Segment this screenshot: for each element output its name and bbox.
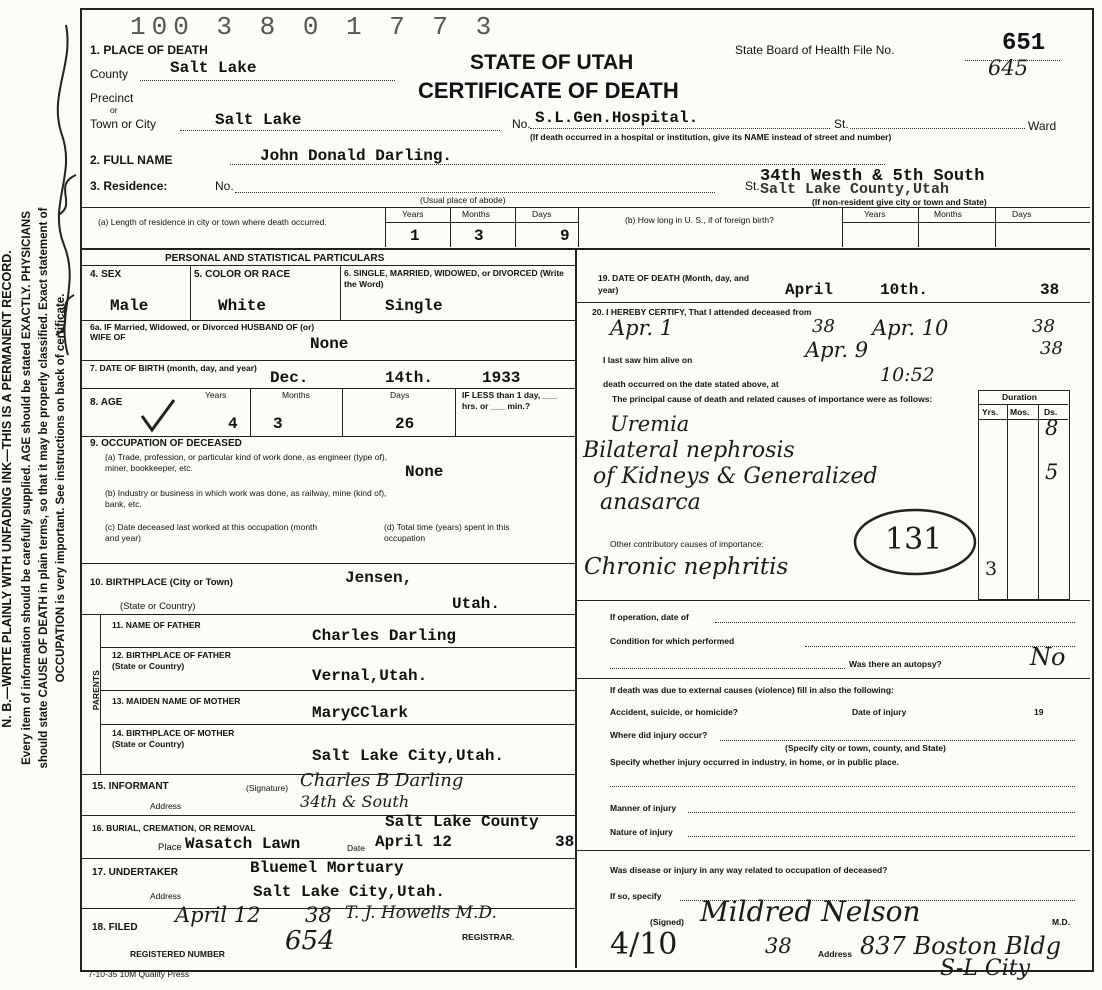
occurred-label: death occurred on the date stated above, at	[603, 379, 779, 389]
burial-date: April 12	[375, 833, 452, 851]
residence-days: 9	[560, 227, 570, 245]
st-label: St.	[834, 117, 849, 131]
autopsy-label: Was there an autopsy?	[849, 659, 942, 669]
hospital-note: (If death occurred in a hospital or institution, give its NAME instead of street and number)	[530, 132, 892, 142]
color-value: White	[218, 297, 267, 315]
mother-birthplace-label: 14. BIRTHPLACE OF MOTHER (State or Country)	[112, 728, 235, 749]
injury-year-prefix: 19	[1034, 707, 1044, 717]
age-months: 3	[273, 415, 283, 433]
occupation-c: (c) Date deceased last worked at this occupation (month and year)	[105, 522, 318, 543]
us-residence-label: (b) How long in U. S., if of foreign birth?	[625, 215, 774, 225]
birthplace-label: 10. BIRTHPLACE (City or Town)	[90, 577, 233, 588]
age-checkmark	[138, 396, 178, 436]
dod-year: 38	[1040, 281, 1060, 299]
residence-st-label: St.	[745, 179, 760, 193]
sex-value: Male	[110, 297, 149, 315]
undertaker-label: 17. UNDERTAKER	[92, 867, 178, 878]
us-months-label: Months	[934, 209, 962, 219]
injury-date-label: Date of injury	[852, 707, 907, 717]
parents-label: PARENTS	[90, 670, 101, 711]
mother-label: 13. MAIDEN NAME OF MOTHER	[112, 696, 241, 706]
other-causes-label: Other contributory causes of importance:	[610, 539, 764, 549]
dod-label: 19. DATE OF DEATH (Month, day, and year)	[598, 273, 750, 295]
birthplace-city: Jensen,	[345, 569, 413, 587]
residence-value: 34th Westh & 5th South	[760, 167, 985, 186]
nonresident-note: (If non-resident give city or town and State)	[812, 197, 987, 207]
certify-label: 20. I HEREBY CERTIFY, That I attended deceased from	[592, 307, 812, 317]
length-residence-label: (a) Length of residence in city or town where death occurred.	[98, 217, 327, 227]
full-name-label: 2. FULL NAME	[90, 153, 173, 167]
informant-label: 15. INFORMANT	[92, 781, 169, 792]
other-cause-duration: 3	[985, 558, 998, 580]
mother-birthplace-value: Salt Lake City,Utah.	[312, 747, 505, 765]
dob-label: 7. DATE OF BIRTH (month, day, and year)	[90, 363, 257, 373]
father-value: Charles Darling	[312, 627, 457, 645]
operation-label: If operation, date of	[610, 612, 689, 622]
father-birthplace-label: 12. BIRTHPLACE OF FATHER (State or Country)	[112, 650, 231, 671]
spouse-label: 6a. IF Married, Widowed, or Divorced HUSBAND OF (or) WIFE OF	[90, 322, 315, 342]
file-no: 651	[1002, 30, 1046, 57]
or-label: or	[110, 105, 118, 115]
attended-from-year: 38	[812, 316, 835, 337]
dod-month: April	[785, 281, 834, 299]
residence-value-2: Salt Lake County,Utah	[760, 181, 950, 198]
father-birthplace-value: Vernal,Utah.	[312, 667, 428, 685]
cause-1: Uremia	[610, 412, 690, 436]
filed-date: April 12	[175, 903, 261, 927]
specify-place-label: Specify whether injury occurred in industry, in home, or in public place.	[610, 757, 899, 767]
undertaker-address-label: Address	[150, 891, 182, 901]
filed-year: 38	[305, 903, 332, 927]
precinct-label: Precinct	[90, 91, 134, 105]
place-of-death-heading: 1. PLACE OF DEATH	[90, 43, 208, 57]
certificate-title: CERTIFICATE OF DEATH	[418, 78, 679, 103]
cause-3-duration: 5	[1045, 460, 1059, 484]
last-saw-date: Apr. 9	[805, 338, 869, 362]
attended-to: Apr. 10	[872, 316, 949, 340]
registered-number-label: REGISTERED NUMBER	[130, 949, 225, 959]
last-saw-label: I last saw him alive on	[603, 355, 693, 365]
months-label: Months	[462, 209, 490, 219]
manner-label: Manner of injury	[610, 803, 677, 813]
occupation-value: None	[405, 463, 444, 481]
other-cause: Chronic nephritis	[584, 554, 789, 580]
filed-label: 18. FILED	[92, 922, 138, 933]
dob-year: 1933	[482, 369, 521, 387]
sex-label: 4. SEX	[90, 269, 122, 280]
registrar-label: REGISTRAR.	[462, 932, 515, 942]
sign-address: 837 Boston Bldg	[860, 932, 1062, 960]
file-no-2: 645	[988, 56, 1029, 80]
registered-number: 654	[285, 926, 335, 956]
sign-year: 38	[765, 934, 792, 958]
sign-address-2: S-L City	[940, 956, 1031, 981]
cause-code: 131	[885, 522, 943, 557]
cause-1-duration: 8	[1045, 416, 1059, 440]
burial-value: Salt Lake County	[385, 813, 539, 831]
us-days-label: Days	[1012, 209, 1032, 219]
cause-3: of Kidneys & Generalized	[593, 464, 878, 489]
burial-place-label: Place	[158, 842, 182, 853]
duration-ds-label: Ds.	[1044, 407, 1058, 417]
death-time: 10:52	[880, 364, 935, 386]
us-years-label: Years	[864, 209, 886, 219]
marital-value: Single	[385, 297, 443, 315]
md-label: M.D.	[1052, 917, 1070, 927]
state-title: STATE OF UTAH	[470, 51, 634, 74]
cause-4: anasarca	[600, 490, 701, 515]
county-value: Salt Lake	[170, 59, 257, 77]
burial-date-label: Date	[347, 843, 365, 853]
signed-label: (Signed)	[650, 917, 684, 927]
serial-number: 100 3 8 0 1 7 7 3	[130, 12, 498, 42]
dob-day: 14th.	[385, 369, 434, 387]
registrar-signature: T. J. Howells M.D.	[345, 903, 497, 923]
dob-month: Dec.	[270, 369, 309, 387]
duration-label: Duration	[1002, 392, 1037, 402]
age-label: 8. AGE	[90, 397, 123, 408]
accident-label: Accident, suicide, or homicide?	[610, 707, 738, 717]
attended-from: Apr. 1	[610, 316, 674, 340]
town-value: Salt Lake	[215, 111, 302, 129]
sign-date: 4/10	[610, 927, 678, 962]
side-note-line1: N. B.—WRITE PLAINLY WITH UNFADING INK—THIS IS A PERMANENT RECORD.	[0, 250, 14, 728]
informant-signature-label: (Signature)	[246, 783, 289, 793]
form-footer: 7-10-35 10M Quality Press	[88, 969, 190, 979]
age-days: 26	[395, 415, 415, 433]
age-days-label: Days	[390, 390, 410, 400]
cause-2: Bilateral nephrosis	[583, 438, 795, 463]
side-note-line4: OCCUPATION is very important. See instructions on back of certificate.	[55, 293, 67, 683]
informant-address-label: Address	[150, 801, 182, 811]
age-years: 4	[228, 415, 238, 433]
county-label: County	[90, 67, 129, 81]
hospital-value: S.L.Gen.Hospital.	[535, 109, 699, 127]
condition-label: Condition for which performed	[610, 636, 735, 646]
duration-mos-label: Mos.	[1010, 407, 1030, 417]
sign-address-label: Address	[818, 949, 853, 959]
residence-no-label: No.	[215, 179, 234, 193]
days-label: Days	[532, 209, 552, 219]
nature-label: Nature of injury	[610, 827, 673, 837]
occupation-label: 9. OCCUPATION OF DECEASED	[90, 438, 242, 449]
birthplace-state: Utah.	[452, 595, 501, 613]
occupation-d: (d) Total time (years) spent in this occupation	[384, 522, 510, 543]
residence-months: 3	[474, 227, 484, 245]
file-no-label: State Board of Health File No.	[735, 43, 895, 57]
marital-label: 6. SINGLE, MARRIED, WIDOWED, or DIVORCED (Write the Word)	[344, 268, 564, 289]
father-label: 11. NAME OF FATHER	[112, 620, 201, 630]
if-so-label: If so, specify	[610, 891, 662, 901]
residence-years: 1	[410, 227, 420, 245]
side-note-line2: Every item of information should be carefully supplied. AGE should be stated EXACTLY. PHYSICIANS	[21, 211, 33, 765]
burial-place: Wasatch Lawn	[185, 835, 301, 853]
spouse-value: None	[310, 335, 349, 353]
where-label: Where did injury occur?	[610, 730, 708, 740]
full-name-value: John Donald Darling.	[260, 147, 453, 165]
occupation-related-label: Was disease or injury in any way related to occupation of deceased?	[610, 865, 888, 875]
birthplace-state-label: (State or Country)	[120, 601, 196, 612]
last-saw-year: 38	[1040, 338, 1063, 359]
occupation-a: (a) Trade, profession, or particular kind of work done, as engineer (type of), miner, bookkeeper, etc.	[105, 452, 388, 473]
duration-yrs-label: Yrs.	[982, 407, 999, 417]
attended-to-year: 38	[1032, 316, 1055, 337]
color-label: 5. COLOR OR RACE	[194, 269, 291, 280]
less-than-day-label: IF LESS than 1 day, ___ hrs. or ___ min.?	[462, 390, 557, 411]
no-label: No.	[512, 117, 531, 131]
residence-label: 3. Residence:	[90, 179, 168, 193]
physician-signature: Mildred Nelson	[700, 895, 921, 928]
autopsy-value: No	[1030, 643, 1066, 671]
side-note-line3: should state CAUSE OF DEATH in plain terms, so that it may be properly classified. Exact statement of	[38, 207, 50, 769]
cause-label: The principal cause of death and related causes of importance were as follows:	[612, 394, 933, 404]
external-label: If death was due to external causes (violence) fill in also the following:	[610, 685, 894, 695]
dod-day: 10th.	[880, 281, 929, 299]
informant-address: 34th & South	[300, 792, 410, 811]
ward-label: Ward	[1028, 119, 1057, 133]
specify-label: (Specify city or town, county, and State)	[785, 743, 946, 753]
informant-signature: Charles B Darling	[300, 770, 464, 791]
mother-value: MaryCClark	[312, 704, 409, 722]
occupation-b: (b) Industry or business in which work was done, as railway, mine (kind of), bank, etc.	[105, 488, 387, 509]
undertaker-address: Salt Lake City,Utah.	[253, 883, 446, 901]
years-label: Years	[402, 209, 424, 219]
burial-label: 16. BURIAL, CREMATION, OR REMOVAL	[92, 823, 256, 833]
town-label: Town or City	[90, 117, 157, 131]
age-years-label: Years	[205, 390, 227, 400]
usual-abode-note: (Usual place of abode)	[420, 195, 506, 205]
age-months-label: Months	[282, 390, 310, 400]
undertaker-value: Bluemel Mortuary	[250, 859, 404, 877]
burial-year: 38	[555, 833, 575, 851]
personal-heading: PERSONAL AND STATISTICAL PARTICULARS	[165, 253, 385, 264]
